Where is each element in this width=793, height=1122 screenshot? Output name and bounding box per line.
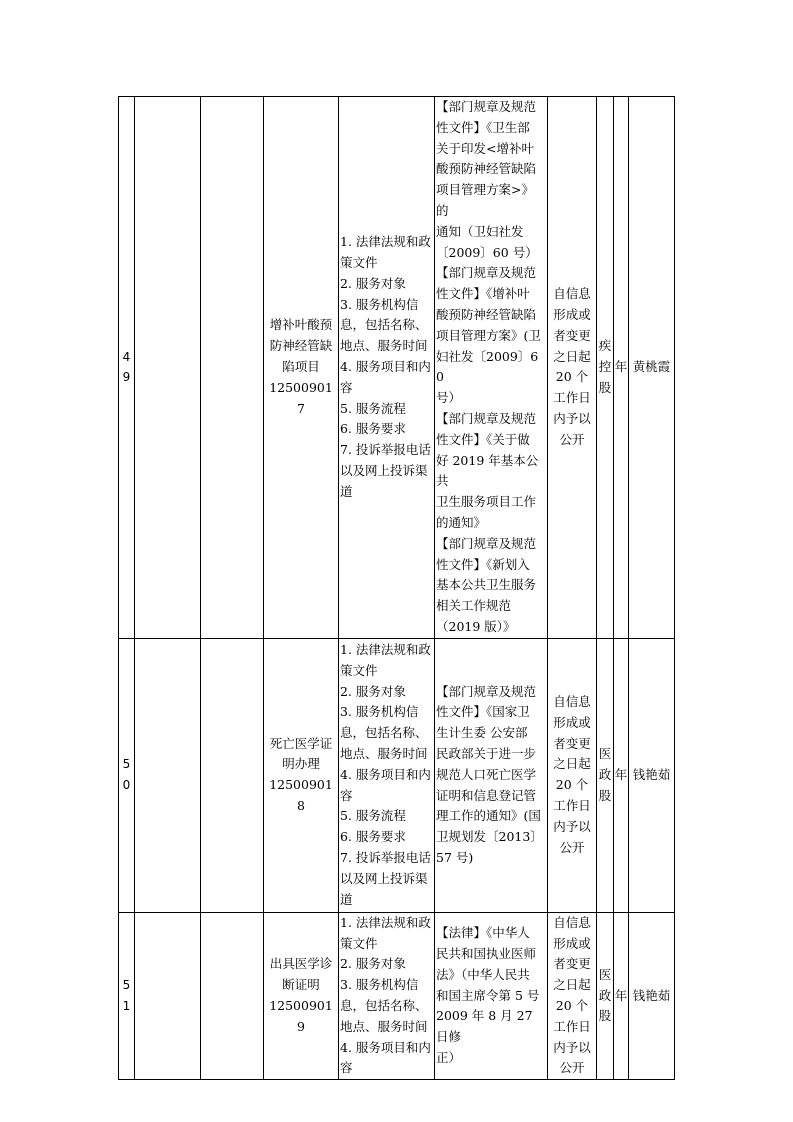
frequency-cell: 年 (614, 97, 629, 639)
cell-line: 股 (598, 379, 612, 395)
disclosure-table (118, 96, 675, 1080)
cell-line: 政 (598, 766, 612, 782)
cell-line: 4. 服务项目和内 (340, 766, 431, 782)
table-row (119, 912, 675, 1079)
cell-line: 4. 服务项目和内 (340, 1039, 431, 1055)
cell-line: 生计生委 公安部 (436, 725, 528, 741)
cell-line: 道 (340, 483, 353, 499)
legal-basis-cell (435, 912, 548, 1079)
frequency-cell: 年 (614, 638, 629, 912)
cell-line: 2. 服务对象 (340, 683, 406, 699)
item-name-cell (264, 638, 339, 912)
department-cell (597, 638, 614, 912)
cell-line: 陷项目 (282, 358, 320, 374)
cell-line: 政 (598, 987, 612, 1003)
cell-line: 容 (340, 787, 353, 803)
cell-line: 增补叶酸预 (269, 317, 333, 333)
cell-line: 1. 法律法规和政 (340, 642, 431, 658)
subcategory-cell (201, 912, 264, 1079)
cell-line: 明办理 (282, 756, 320, 772)
cell-line: 项目管理方案>》的 (436, 182, 534, 218)
cell-line: 〔2009〕60 号） (436, 244, 538, 260)
cell-line: 2009 年 8 月 27 日修 (436, 1008, 533, 1045)
cell-line: 1. 法律法规和政 (340, 234, 431, 250)
cell-line: 酸预防神经管缺陷 (436, 306, 537, 322)
cell-line: 【法律】《中华人 (436, 925, 530, 941)
legal-basis-cell (435, 638, 548, 912)
legal-basis-cell (435, 97, 548, 639)
cell-line: 性文件】《国家卫 (436, 704, 530, 720)
cell-line: 规范人口死亡医学 (436, 766, 537, 782)
cell-line: 关于印发<增补叶 (436, 140, 534, 156)
cell-line: 6. 服务要求 (340, 829, 406, 845)
cell-line: 正） (436, 1049, 462, 1065)
cell-line: 125009019 (269, 997, 333, 1034)
row-number: 49 (119, 97, 135, 639)
table-row (119, 638, 675, 912)
cell-line: 妇社发〔2009〕60 (436, 348, 539, 385)
category-cell (135, 638, 201, 912)
cell-line: 基本公共卫生服务 (436, 577, 537, 593)
cell-line: 的通知》 (436, 514, 487, 530)
department-cell (597, 97, 614, 639)
cell-line: 息，包括名称、 (340, 317, 428, 333)
cell-line: 和国主席令第 5 号 (436, 987, 540, 1003)
cell-line: 【部门规章及规范 (436, 535, 537, 551)
cell-line: 疾 (598, 338, 612, 354)
cell-line: 断证明 (282, 977, 320, 993)
cell-line: 以及网上投诉渠 (340, 462, 428, 478)
cell-line: 股 (598, 1008, 612, 1024)
cell-line: 道 (340, 891, 353, 907)
cell-line: 策文件 (340, 662, 378, 678)
cell-line: 号） (436, 390, 462, 406)
cell-line: 法》（中华人民共 (436, 966, 530, 982)
cell-line: 息，包括名称、 (340, 725, 428, 741)
category-cell (135, 97, 201, 639)
cell-line: 125009018 (269, 777, 333, 814)
cell-line: 理工作的通知》(国 (436, 808, 541, 824)
cell-line: 容 (340, 379, 353, 395)
cell-line: 容 (340, 1060, 353, 1076)
cell-line: 股 (598, 787, 612, 803)
cell-line: 出具医学诊 (269, 956, 333, 972)
cell-line: 57 号) (436, 850, 474, 865)
cell-line: 策文件 (340, 254, 378, 270)
cell-line: 通知（卫妇社发 (436, 223, 524, 239)
cell-line: 酸预防神经管缺陷 (436, 161, 537, 177)
table-body (119, 97, 675, 1080)
subcategory-cell (201, 97, 264, 639)
frequency-cell: 年 (614, 912, 629, 1079)
cell-line: 死亡医学证 (269, 735, 333, 751)
cell-line: 【部门规章及规范 (436, 410, 537, 426)
cell-line: 7. 投诉举报电话 (340, 442, 431, 458)
cell-line: 【部门规章及规范 (436, 265, 537, 281)
cell-line: 125009017 (269, 379, 333, 416)
cell-line: 性文件】《卫生部 (436, 119, 530, 135)
cell-line: 3. 服务机构信 (340, 704, 419, 720)
cell-line: 7. 投诉举报电话 (340, 850, 431, 865)
cell-line: 1. 法律法规和政 (340, 914, 431, 930)
cell-line: 医 (598, 966, 612, 982)
cell-line: 【部门规章及规范 (436, 683, 537, 699)
cell-line: 息，包括名称、 (340, 997, 428, 1013)
cell-line: 好 2019 年基本公共 (436, 452, 539, 489)
cell-line: 项目管理方案》(卫 (436, 327, 541, 343)
cell-line: 2. 服务对象 (340, 956, 406, 972)
row-number: 50 (119, 638, 135, 912)
cell-line: 5. 服务流程 (340, 808, 406, 824)
cell-line: 防神经管缺 (269, 338, 333, 354)
cell-line: 相关工作规范 (436, 598, 512, 614)
cell-line: 以及网上投诉渠 (340, 870, 428, 886)
disclosure-time-cell: 自信息形成或者变更之日起 20 个工作日内予以公开 (548, 638, 597, 912)
subcategory-cell (201, 638, 264, 912)
cell-line: 5. 服务流程 (340, 400, 406, 416)
disclosure-content-cell (339, 912, 435, 1079)
cell-line: 3. 服务机构信 (340, 977, 419, 993)
responsible-person-cell: 钱艳茹 (629, 912, 675, 1079)
disclosure-time-cell: 自信息形成或者变更之日起 20 个工作日内予以公开 (548, 97, 597, 639)
responsible-person-cell: 钱艳茹 (629, 638, 675, 912)
cell-line: 卫生服务项目工作 (436, 494, 537, 510)
disclosure-content-cell (339, 638, 435, 912)
cell-line: 4. 服务项目和内 (340, 358, 431, 374)
row-number: 51 (119, 912, 135, 1079)
disclosure-time-cell: 自信息形成或者变更之日起 20 个工作日内予以公开 (548, 912, 597, 1079)
responsible-person-cell: 黄桃霞 (629, 97, 675, 639)
cell-line: 2. 服务对象 (340, 275, 406, 291)
cell-line: 性文件】《新划入 (436, 556, 530, 572)
cell-line: 【部门规章及规范 (436, 99, 537, 114)
cell-line: 民政部关于进一步 (436, 746, 537, 762)
cell-line: 控 (598, 358, 612, 374)
cell-line: 3. 服务机构信 (340, 296, 419, 312)
cell-line: （2019 版）》 (436, 618, 516, 634)
cell-line: 6. 服务要求 (340, 421, 406, 437)
cell-line: 医 (598, 746, 612, 762)
cell-line: 地点、服务时间 (340, 746, 428, 762)
disclosure-content-cell (339, 97, 435, 639)
cell-line: 证明和信息登记管 (436, 787, 537, 803)
department-cell (597, 912, 614, 1079)
item-name-cell (264, 912, 339, 1079)
cell-line: 策文件 (340, 935, 378, 951)
table-row (119, 97, 675, 639)
cell-line: 地点、服务时间 (340, 338, 428, 354)
cell-line: 性文件】《关于做 (436, 431, 530, 447)
cell-line: 民共和国执业医师 (436, 945, 537, 961)
category-cell (135, 912, 201, 1079)
cell-line: 卫规划发〔2013〕 (436, 829, 543, 845)
cell-line: 地点、服务时间 (340, 1018, 428, 1034)
item-name-cell (264, 97, 339, 639)
cell-line: 性文件】《增补叶 (436, 286, 530, 302)
